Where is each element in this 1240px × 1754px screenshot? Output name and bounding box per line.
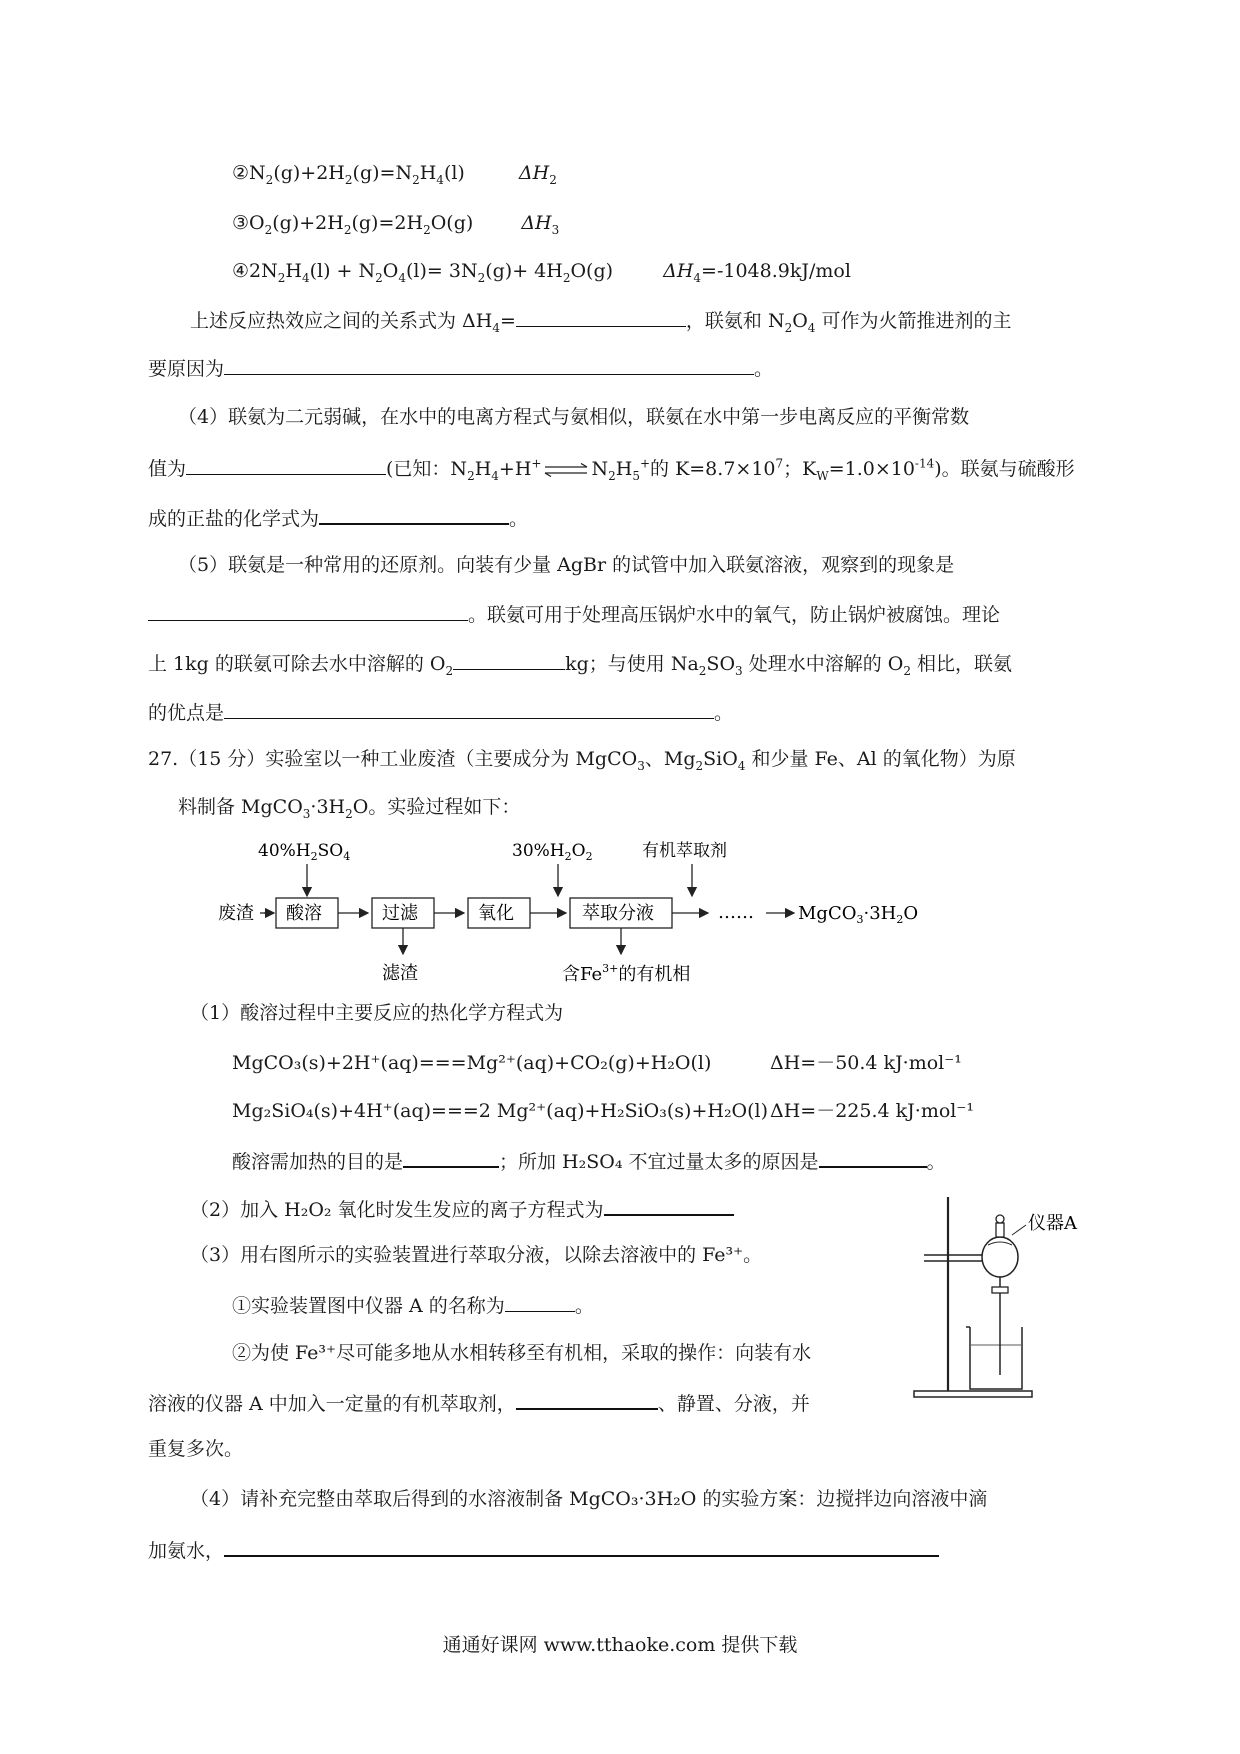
q5-text: 。 [714, 702, 734, 724]
funnel-body [982, 1237, 1018, 1277]
eq4-text: O(g) [570, 260, 614, 282]
p1-ask-text: 酸溶需加热的目的是 [232, 1151, 404, 1173]
process-flow-diagram [210, 830, 1050, 1000]
p3-line-1 [190, 1242, 762, 1268]
q3-text: ，联氨和 N [685, 310, 785, 332]
p1-reaction-2 [232, 1098, 768, 1124]
stopcock [992, 1287, 1008, 1293]
p2-text: （2）加入 H₂O₂ 氧化时发生发应的离子方程式为 [190, 1199, 604, 1221]
p1-title-text: （1）酸溶过程中主要反应的热化学方程式为 [190, 1002, 564, 1024]
q27-text: ·3H [310, 796, 346, 818]
q3-line-2 [148, 354, 773, 382]
q5-line-1 [178, 552, 954, 578]
q4-text: N [591, 458, 609, 480]
p3-line-5 [148, 1436, 243, 1462]
q5-text: kg；与使用 Na [565, 653, 699, 675]
answer-blank-constant[interactable] [186, 454, 386, 475]
p1-ask-text: ；所加 H₂SO₄ 不宜过量太多的原因是 [499, 1151, 819, 1173]
q3-sub: 4 [492, 320, 500, 335]
p4-line-2 [148, 1535, 939, 1564]
answer-blank-phenomenon[interactable] [148, 600, 468, 621]
q4-sub: W [816, 468, 829, 483]
q5-text: 。联氨可用于处理高压锅炉水中的氧气，防止锅炉被腐蚀。理论 [468, 604, 1001, 626]
eq4-dh: ΔH [663, 260, 694, 282]
funnel-stopper [996, 1215, 1004, 1223]
reagent-extractant: 有机萃取剂 [642, 841, 727, 861]
eq2-text: (g)+2H [273, 162, 345, 184]
flow-product: $MgCO_3\cdot 3H_2O$ [798, 903, 919, 926]
q4-line-3 [148, 503, 528, 532]
stand-base [914, 1391, 1032, 1397]
eq3-text: ③O [232, 212, 265, 234]
q3-text: 要原因为 [148, 358, 225, 380]
eq4-text: (l)= 3N [406, 260, 478, 282]
box-extract-label: 萃取分液 [582, 903, 654, 924]
p3-text: 。 [574, 1295, 594, 1317]
eq3-text: O(g) [430, 212, 474, 234]
eq2-dh: ΔH [518, 162, 550, 184]
eq4-text: H [285, 260, 302, 282]
eq4-dh-value: =-1048.9kJ/mol [701, 260, 851, 282]
q27-text: SiO [703, 748, 738, 770]
eq3-dh: ΔH [521, 212, 552, 234]
p1-title [190, 1000, 563, 1026]
answer-blank-dh4[interactable] [516, 306, 686, 327]
box-acid-dissolve-label: 酸溶 [286, 903, 322, 924]
beaker [970, 1327, 1022, 1389]
equation-3: $③O_2(g)+2H_2(g)=2H_2O(g)$ $\Delta H_3$ [232, 212, 560, 237]
p4-text: 加氨水， [148, 1540, 225, 1562]
q27-line-1: 27.（15 分）实验室以一种工业废渣（主要成分为 MgCO$_3$、$Mg_2SiO_4$ 和少量 Fe、Al 的氧化物）为原 [148, 748, 1016, 773]
answer-blank-excess[interactable] [819, 1146, 927, 1168]
p1-reaction-2-dh [770, 1098, 974, 1124]
filter-residue: 滤渣 [382, 963, 418, 984]
equation-4: $④2N_2H_4(l) + N_2O_4(l)= 3N_2(g)+ 4H_2O(g)$ $\Delta H_4=-1048.9kJ$/mol [232, 260, 851, 285]
reagent-h2so4: $40\%H_2SO_4$ [258, 841, 351, 863]
q27-text: 、Mg [644, 748, 696, 770]
q4-text: H [474, 458, 492, 480]
p1-ask-text: 。 [926, 1151, 946, 1173]
eq4-text: O [382, 260, 399, 282]
eq4-text: (l) + N [309, 260, 376, 282]
p3-text: 溶液的仪器 A 中加入一定量的有机萃取剂， [148, 1393, 516, 1415]
start-waste: 废渣 [218, 903, 254, 924]
q27-text: 料制备 MgCO [178, 796, 303, 818]
q5-text: 处理水中溶解的 O [742, 653, 904, 675]
answer-blank-operation[interactable] [516, 1388, 658, 1410]
apparatus-label: 仪器A [1028, 1213, 1077, 1234]
funnel-neck [996, 1223, 1004, 1237]
eq2-dh-sub: 2 [549, 172, 557, 187]
q5-line-4 [148, 698, 733, 726]
page-footer [0, 1630, 1240, 1657]
q27-text: 27.（15 分）实验室以一种工业废渣（主要成分为 MgCO [148, 748, 638, 770]
q3-text: 可作为火箭推进剂的主 [815, 310, 1012, 332]
answer-blank-salt[interactable] [319, 503, 509, 525]
reaction-1-enthalpy: ΔH=－50.4 kJ·mol⁻¹ [770, 1052, 962, 1074]
q4-text: =1.0×10 [828, 458, 915, 480]
q4-text: 成的正盐的化学式为 [148, 508, 320, 530]
q5-line-2 [148, 600, 1000, 628]
q4-text: （4）联氨为二元弱碱，在水中的电离方程式与氨相似，联氨在水中第一步电离反应的平衡常数 [178, 406, 970, 428]
answer-blank-reason[interactable] [224, 354, 754, 375]
q3-text: 。 [754, 358, 774, 380]
answer-blank-procedure[interactable] [224, 1535, 939, 1557]
p3-line-4 [148, 1388, 810, 1417]
eq4-dh-sub: 4 [693, 270, 702, 285]
p4-text: （4）请补充完整由萃取后得到的水溶液制备 MgCO₃·3H₂O 的实验方案：边搅拌边向溶液中滴 [190, 1488, 988, 1510]
box-filter-label: 过滤 [382, 903, 418, 924]
p3-line-3 [232, 1340, 811, 1366]
p1-reaction-1-dh [770, 1050, 962, 1076]
q4-text: 的 K=8.7×10 [650, 458, 776, 480]
eq4-text: (g)+ 4H [485, 260, 563, 282]
q4-text: )。联氨与硫酸形 [934, 458, 1075, 480]
eq3-text: (g)=2H [351, 212, 424, 234]
p4-line-1 [190, 1486, 987, 1512]
eq2-text: (g)=N [352, 162, 413, 184]
equilibrium-arrow-icon [543, 463, 589, 477]
q4-line-2: 值为 (已知：$N_2H_4+H^+$ $N_2H_5^+$的 $K=8.7\times 10^7$；$K_W=1.0\times 10^{-14}$)。联氨与硫酸形 [148, 454, 1075, 482]
p3-text: ①实验装置图中仪器 A 的名称为 [232, 1295, 505, 1317]
q5-text: SO [706, 653, 736, 675]
q3-line-1: 上述反应热效应之间的关系式为 $\Delta H_4=$ ，联氨和 $N_2O_4$ 可作为火箭推进剂的主 [190, 306, 1011, 334]
p3-text: 重复多次。 [148, 1438, 244, 1460]
reaction-2-enthalpy: ΔH=－225.4 kJ·mol⁻¹ [770, 1100, 974, 1122]
reaction-2-equation: Mg₂SiO₄(s)+4H⁺(aq)===2 Mg²⁺(aq)+H₂SiO₃(s)+H₂O(l) [232, 1100, 769, 1122]
p3-text: ②为使 Fe³⁺尽可能多地从水相转移至有机相，采取的操作：向装有水 [232, 1342, 812, 1364]
q3-text: O [792, 310, 808, 332]
reaction-1-equation: MgCO₃(s)+2H⁺(aq)===Mg²⁺(aq)+CO₂(g)+H₂O(l) [232, 1052, 712, 1074]
q27-line-2: 料制备 $MgCO_3\cdot 3H_2O$。实验过程如下： [178, 796, 521, 821]
reagent-h2o2: $30\%H_2O_2$ [512, 841, 593, 863]
q5-text: 相比，联氨 [910, 653, 1012, 675]
flow-ellipsis: …… [718, 902, 754, 923]
eq2-text: (l) [443, 162, 465, 184]
box-oxidize-label: 氧化 [478, 903, 514, 924]
label-leader [1012, 1225, 1026, 1235]
q4-text: (已知：N [386, 458, 468, 480]
q5-text: （5）联氨是一种常用的还原剂。向装有少量 AgBr 的试管中加入联氨溶液，观察到的现象是 [178, 554, 955, 576]
equation-2: $②N_2(g)+2H_2(g)=N_2H_4(l)$ $\Delta H_2$ [232, 162, 557, 187]
q4-line-1 [178, 404, 969, 430]
q5-text: 上 1kg 的联氨可除去水中溶解的 O [148, 653, 446, 675]
q5-text: 的优点是 [148, 702, 225, 724]
eq3-text: (g)+2H [272, 212, 344, 234]
p2-line [190, 1194, 734, 1223]
answer-blank-heating[interactable] [403, 1146, 499, 1168]
eq4-text: ④2N [232, 260, 278, 282]
q27-text: 和少量 Fe、Al 的氧化物）为原 [745, 748, 1016, 770]
organic-phase: 含$Fe^{3+}$的有机相 [562, 962, 691, 985]
answer-blank-ionic[interactable] [604, 1194, 734, 1216]
q4-text: ；K [783, 458, 817, 480]
answer-blank-instrument[interactable] [505, 1291, 575, 1312]
q3-text: 上述反应热效应之间的关系式为 ΔH [190, 310, 493, 332]
q4-text: 。 [509, 508, 529, 530]
p1-reaction-1 [232, 1050, 711, 1076]
p3-line-2 [232, 1291, 594, 1319]
eq3-dh-sub: 3 [551, 222, 560, 237]
p3-text: （3）用右图所示的实验装置进行萃取分液，以除去溶液中的 Fe³⁺。 [190, 1244, 763, 1266]
eq2-text: ②N [232, 162, 266, 184]
q4-text: 值为 [148, 458, 187, 480]
q4-sup: -14 [914, 456, 935, 471]
eq2-text: H [419, 162, 437, 184]
q5-line-3: 上 1kg 的联氨可除去水中溶解的 $O_2$ kg；与使用 $Na_2SO_3$ 处理水中溶解的 $O_2$ 相比，联氨 [148, 649, 1012, 677]
footer-text: 通通好课网 www.tthaoke.com 提供下载 [442, 1634, 798, 1656]
q3-text: = [499, 310, 516, 332]
answer-blank-mass[interactable] [453, 649, 565, 670]
q4-text: H [615, 458, 633, 480]
p1-ask [232, 1146, 946, 1175]
q4-text: +H [498, 458, 532, 480]
answer-blank-advantage[interactable] [224, 698, 714, 719]
p3-text: 、静置、分液，并 [657, 1393, 810, 1415]
separatory-funnel-apparatus [900, 1195, 1100, 1410]
q27-text: O。实验过程如下： [352, 796, 521, 818]
